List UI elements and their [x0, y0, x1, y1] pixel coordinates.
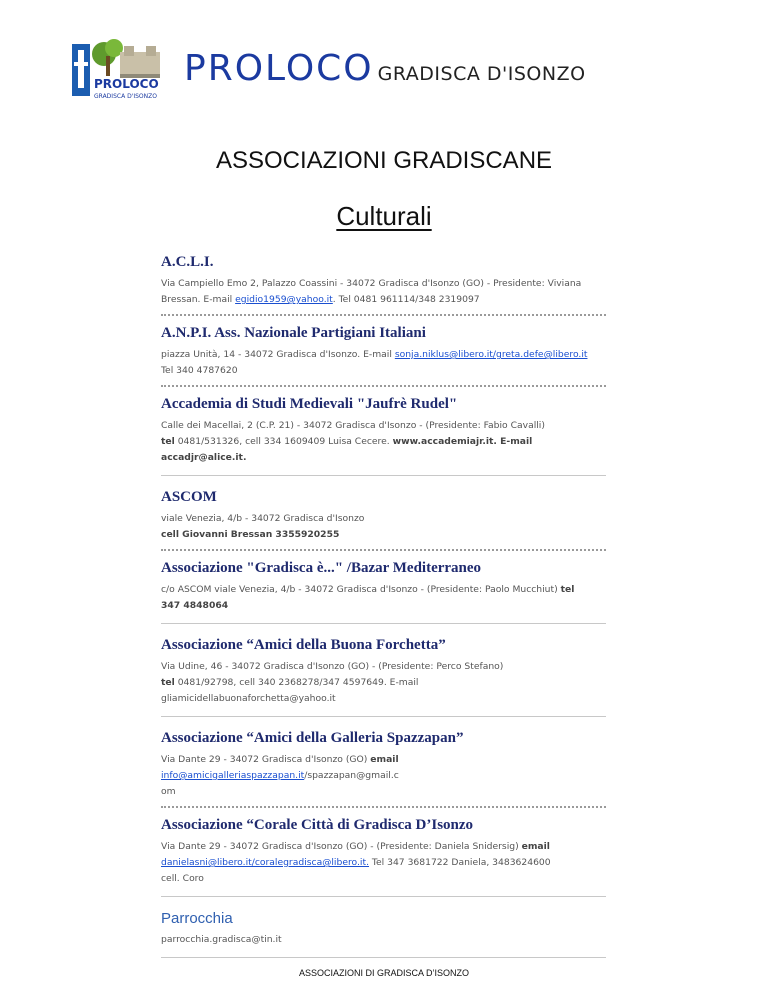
association-info: Via Udine, 46 - 34072 Gradisca d'Isonzo (GO) - (Presidente: Perco Stefano) tel 0481/92798, cell 340 2368278/347 4597649. E-mail gliamicidellabuonaforchetta@yahoo.it [161, 661, 504, 704]
association-gradisca-e [161, 560, 606, 614]
page-footer: ASSOCIAZIONI DI GRADISCA D’ISONZO [298, 968, 470, 978]
association-parrocchia [161, 910, 606, 948]
email-text: gliamicidellabuonaforchetta@yahoo.it [161, 693, 336, 704]
separator [161, 385, 606, 387]
association-acli [161, 254, 606, 308]
association-buona-forchetta [161, 637, 606, 707]
email-link[interactable]: accadjr@alice.it. [161, 452, 247, 463]
association-info: c/o ASCOM viale Venezia, 4/b - 34072 Gradisca d'Isonzo - (Presidente: Paolo Mucchiut) tel 347 4848064 [161, 584, 575, 611]
separator [161, 549, 606, 551]
association-info: viale Venezia, 4/b - 34072 Gradisca d'Isonzo cell Giovanni Bressan 3355920255 [161, 513, 365, 540]
association-info: Via Dante 29 - 34072 Gradisca d'Isonzo (GO) email info@amicigalleriaspazzapan.it/spazzapan@gmail.c om [161, 754, 399, 797]
proloco-emblem-icon [68, 38, 164, 104]
association-info: piazza Unità, 14 - 34072 Gradisca d'Isonzo. E-mail sonja.niklus@libero.it/greta.defe@libero.it Tel 340 4787620 [161, 349, 588, 376]
separator [161, 957, 606, 958]
separator [161, 475, 606, 476]
association-accademia [161, 396, 606, 466]
association-name: Associazione “Amici della Galleria Spazzapan” [161, 730, 464, 746]
proloco-logo [68, 38, 164, 104]
association-name: A.N.P.I. Ass. Nazionale Partigiani Italiani [161, 325, 426, 341]
association-name: Associazione “Corale Città di Gradisca D’Isonzo [161, 817, 474, 833]
association-name: Associazione "Gradisca è..." /Bazar Mediterraneo [161, 560, 482, 576]
association-name: A.C.L.I. [161, 254, 214, 270]
email-link[interactable]: egidio1959@yahoo.it [235, 294, 333, 305]
brand-wordmark [184, 48, 586, 89]
website-link[interactable]: www.accademiajr.it. E-mail [392, 436, 533, 447]
page-title: ASSOCIAZIONI GRADISCANE [215, 147, 553, 174]
association-galleria-spazzapan [161, 730, 606, 800]
svg-text:GRADISCA D'ISONZO: GRADISCA D'ISONZO [94, 93, 157, 100]
association-name: Associazione “Amici della Buona Forchetta” [161, 637, 446, 653]
separator [161, 314, 606, 316]
association-anpi [161, 325, 606, 379]
email-link[interactable]: sonja.niklus@libero.it/greta.defe@libero.it [394, 349, 588, 360]
separator [161, 716, 606, 717]
association-name: Parrocchia [161, 910, 233, 927]
email-link[interactable]: info@amicigalleriaspazzapan.it [161, 770, 305, 781]
association-info: Via Campiello Emo 2, Palazzo Coassini - 34072 Gradisca d'Isonzo (GO) - Presidente: Viviana Bressan. E-mail egidio1959@yahoo.it. Tel 0481 961114/348 2319097 [161, 278, 582, 305]
email-link[interactable]: danielasni@libero.it/coralegradisca@libero.it. [161, 857, 370, 868]
association-info: Via Dante 29 - 34072 Gradisca d'Isonzo (GO) - (Presidente: Daniela Snidersig) email danielasni@libero.it/coralegradisca@libero.it. Tel 347 3681722 Daniela, 3483624600 cell. Coro [161, 841, 551, 884]
svg-text:PROLOCO: PROLOCO [94, 77, 159, 91]
association-name: ASCOM [161, 489, 217, 505]
associations-list [161, 254, 606, 971]
association-info: Calle dei Macellai, 2 (C.P. 21) - 34072 Gradisca d'Isonzo - (Presidente: Fabio Cavalli) tel 0481/531326, cell 334 1609409 Luisa Cecere. www.accademiajr.it. E-mail accadjr@alice.it. [161, 420, 545, 463]
association-ascom [161, 489, 606, 543]
email-text: parrocchia.gradisca@tin.it [161, 934, 282, 945]
section-title: Culturali [336, 201, 432, 231]
association-corale [161, 817, 606, 887]
association-name: Accademia di Studi Medievali "Jaufrè Rudel" [161, 396, 458, 412]
separator [161, 623, 606, 624]
separator [161, 896, 606, 897]
brand-main: PROLOCO [184, 48, 374, 89]
association-info [161, 932, 606, 948]
brand-sub: GRADISCA D'ISONZO [377, 63, 586, 85]
separator [161, 806, 606, 808]
